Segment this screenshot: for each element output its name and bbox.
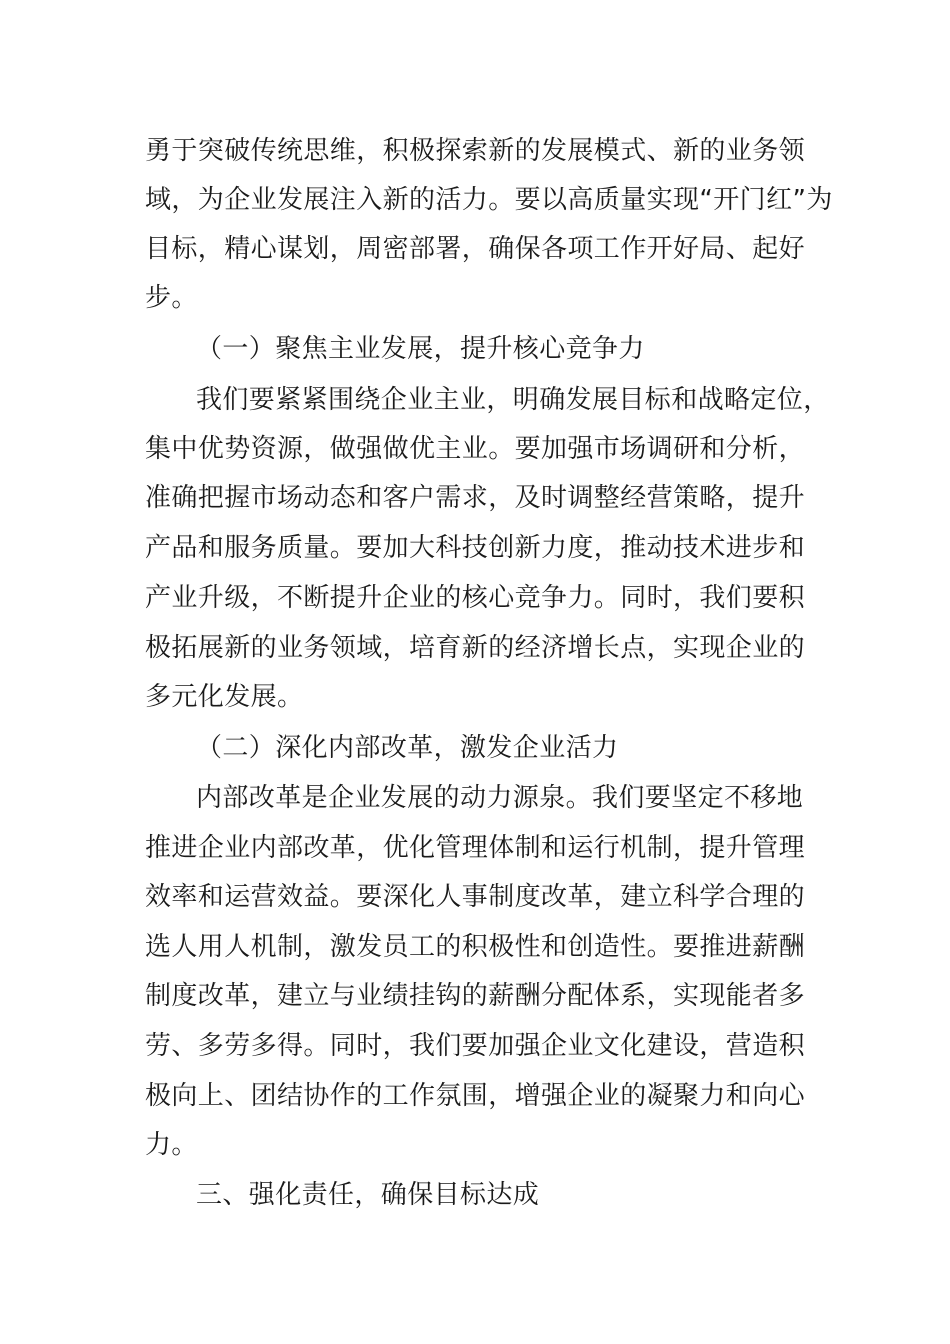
body-text-line: 集中优势资源，做强做优主业。要加强市场调研和分析， <box>145 434 806 464</box>
body-text-line: 准确把握市场动态和客户需求，及时调整经营策略，提升 <box>145 483 806 513</box>
body-text-line: 效率和运营效益。要深化人事制度改革，建立科学合理的 <box>145 882 806 912</box>
body-text-line: 产业升级，不断提升企业的核心竞争力。同时，我们要积 <box>145 583 806 613</box>
body-text-line: 多元化发展。 <box>145 682 304 712</box>
body-text-line: 制度改革，建立与业绩挂钩的薪酬分配体系，实现能者多 <box>145 981 806 1011</box>
body-text-line: 步。 <box>145 283 198 313</box>
body-text-line: 勇于突破传统思维，积极探索新的发展模式、新的业务领 <box>145 136 806 166</box>
body-text-line: 极向上、团结协作的工作氛围，增强企业的凝聚力和向心 <box>145 1081 806 1111</box>
body-text-line: 力。 <box>145 1130 198 1160</box>
body-text-line: 选人用人机制，激发员工的积极性和创造性。要推进薪酬 <box>145 932 806 962</box>
section-heading: （一）聚焦主业发展，提升核心竞争力 <box>196 334 645 364</box>
body-text-line: 我们要紧紧围绕企业主业，明确发展目标和战略定位， <box>196 385 830 415</box>
body-text-line: 劳、多劳多得。同时，我们要加强企业文化建设，营造积 <box>145 1031 806 1061</box>
body-text-line: 内部改革是企业发展的动力源泉。我们要坚定不移地 <box>196 783 804 813</box>
body-text-line: 目标，精心谋划，周密部署，确保各项工作开好局、起好 <box>145 234 806 264</box>
body-text-line: 产品和服务质量。要加大科技创新力度，推动技术进步和 <box>145 533 806 563</box>
section-heading: 三、强化责任，确保目标达成 <box>196 1180 540 1210</box>
body-text-line: 域，为企业发展注入新的活力。要以高质量实现“开门红”为 <box>145 185 833 215</box>
body-text-line: 极拓展新的业务领域，培育新的经济增长点，实现企业的 <box>145 633 806 663</box>
body-text-line: 推进企业内部改革，优化管理体制和运行机制，提升管理 <box>145 833 806 863</box>
section-heading: （二）深化内部改革，激发企业活力 <box>196 733 619 763</box>
